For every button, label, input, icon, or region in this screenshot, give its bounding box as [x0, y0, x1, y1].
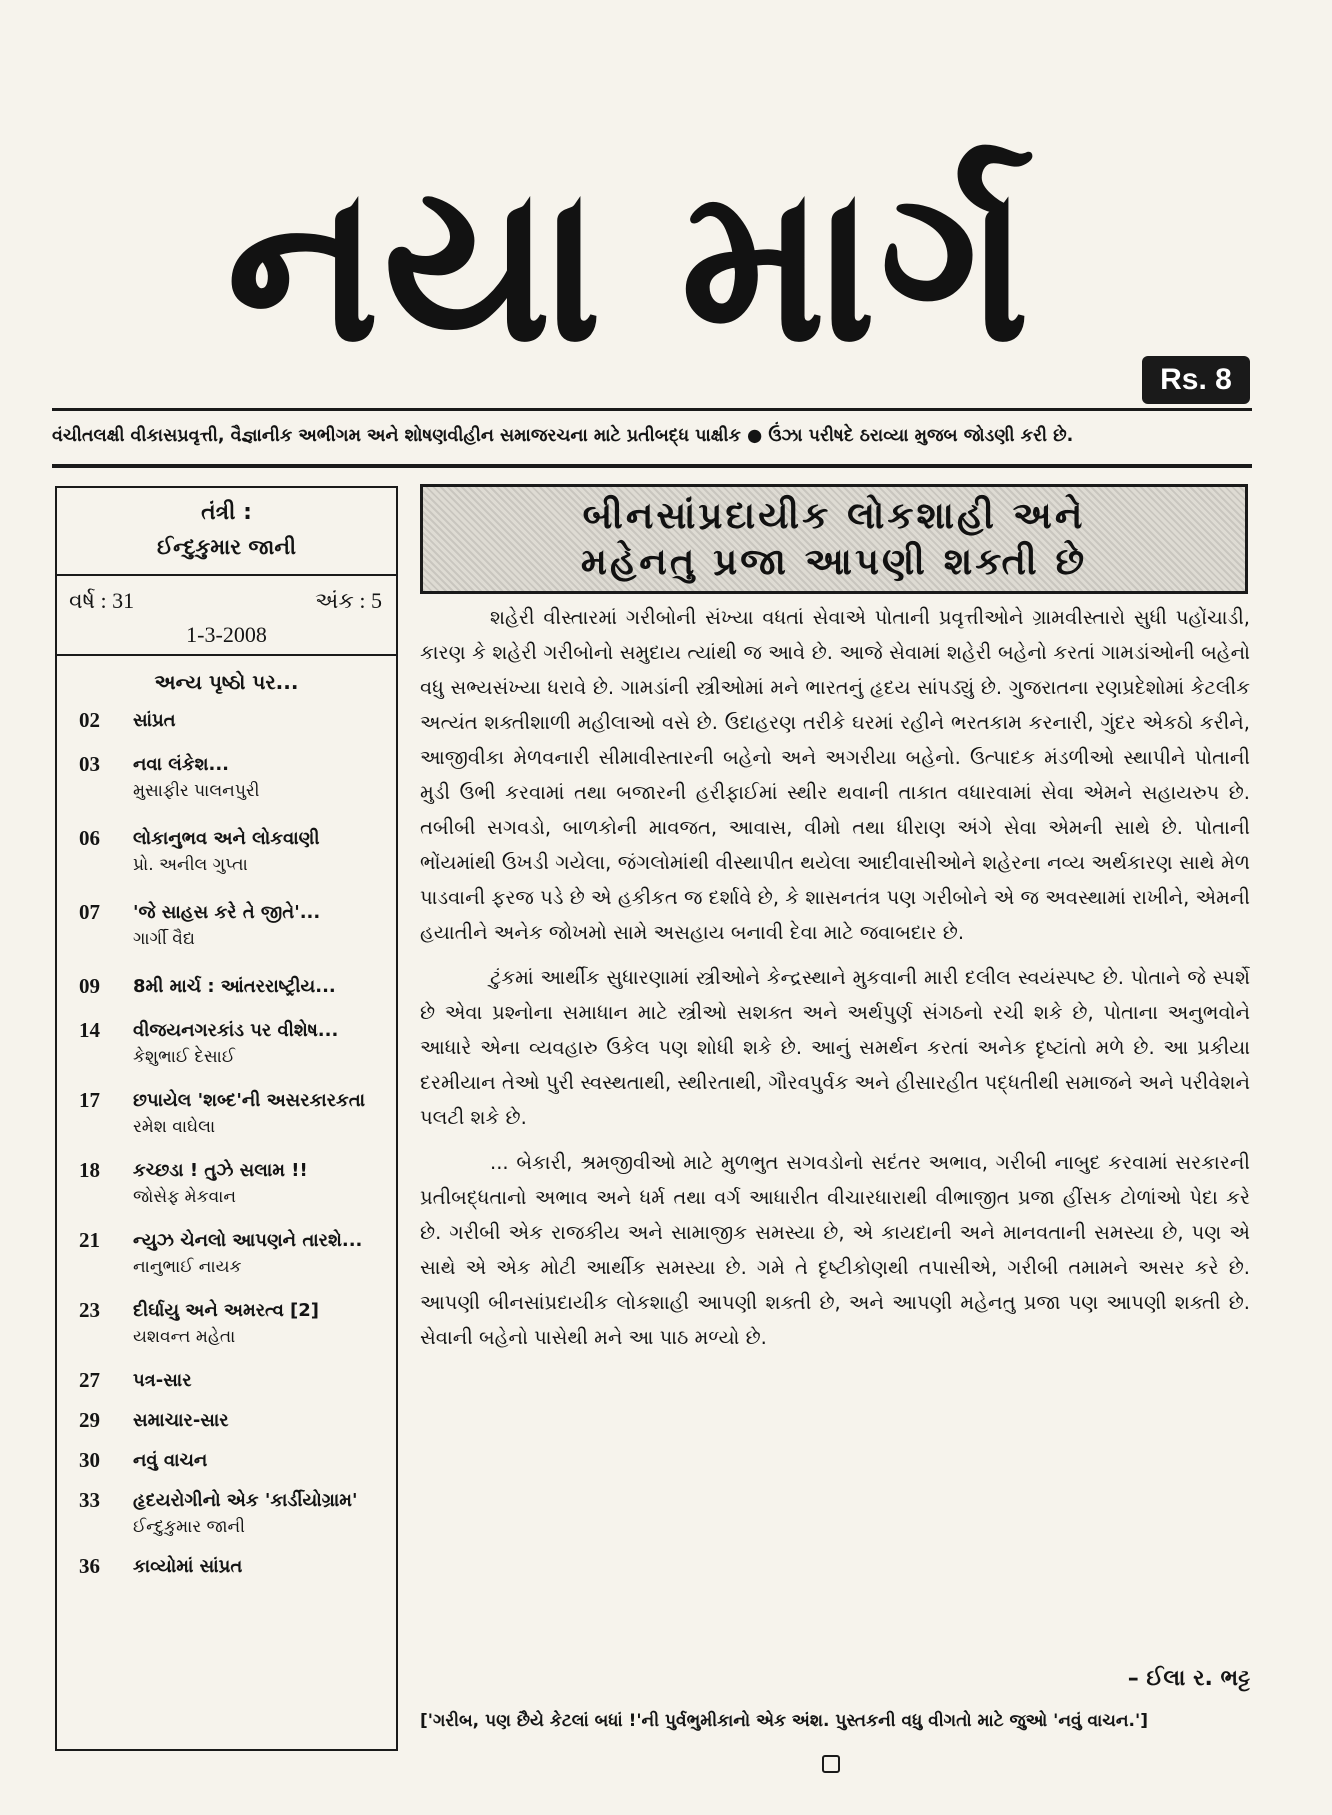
toc-item — [79, 1448, 396, 1474]
toc-item-title: વીજયનગરકાંડ પર વીશેષ... — [133, 1020, 339, 1041]
toc-item-author: કેશુભાઈ દેસાઈ — [133, 1047, 235, 1067]
toc-item-title: છપાયેલ 'શબ્દ'ની અસરકારકતા — [133, 1090, 366, 1111]
toc-item-title: કચ્છડા ! તુઝે સલામ !! — [133, 1160, 308, 1181]
toc-item-author: ગાર્ગી વૈદ્ય — [133, 929, 195, 949]
toc-item-title: સાંપ્રત — [133, 710, 176, 731]
article-paragraph: ... બેકારી, શ્રમજીવીઓ માટે મુળભુત સગવડોનો સદંતર અભાવ, ગરીબી નાબુદ કરવામાં સરકારની પ્રતીબદ્ધતાનો અભાવ અને ધર્મ તથા વર્ગ આધારીત વીચારધારાથી વીભાજીત પ્રજા હીંસક ટોળાંઓ પેદા કરે છે. ગરીબી એક રાજકીય અને સામાજીક સમસ્યા છે, એ કાયદાની અને માનવતાની સમસ્યા છે, પણ એ સાથે એ એક મોટી આર્થીક સમસ્યા છે. ગમે તે દૃષ્ટીકોણથી તપાસીએ, ગરીબી તમામને અસર કરે છે. આપણી બીનસાંપ્રદાયીક લોકશાહી આપણી શક્તી છે, અને આપણી મહેનતુ પ્રજા પણ આપણી શક્તી છે. સેવાની બહેનો પાસેથી મને આ પાઠ મળ્યો છે. — [420, 1151, 1250, 1349]
toc-item — [79, 752, 396, 804]
toc-item-title: દીર્ઘાયુ અને અમરત્વ [2] — [133, 1300, 320, 1321]
toc-page-number: 23 — [79, 1298, 100, 1322]
end-square-icon — [822, 1755, 840, 1773]
toc-item — [79, 708, 396, 734]
issue-number: અંક : 5 — [315, 588, 382, 613]
toc-page-number: 02 — [79, 708, 100, 732]
toc-item-title: નવા લંકેશ... — [133, 754, 230, 775]
toc-page-number: 33 — [79, 1488, 100, 1512]
toc-item-title: 'જે સાહસ કરે તે જીતે'... — [133, 902, 321, 923]
toc-item — [79, 1554, 396, 1580]
author-signature: – ઈલા ર. ભટ્ટ — [1127, 1666, 1250, 1691]
toc-page-number: 06 — [79, 826, 100, 850]
toc-page-number: 09 — [79, 974, 100, 998]
toc-item — [79, 1158, 396, 1210]
headline-box — [420, 484, 1248, 594]
toc-page-number: 27 — [79, 1368, 100, 1392]
toc-item — [79, 1488, 396, 1540]
masthead-title: નયા માર્ગ — [226, 139, 1034, 390]
toc-page-number: 18 — [79, 1158, 100, 1182]
issue-year: વર્ષ : 31 — [69, 588, 135, 613]
top-rule — [52, 408, 1252, 411]
toc-heading: અન્ય પૃષ્ઠો પર... — [154, 670, 299, 694]
toc-item-author: યશવન્ત મહેતા — [133, 1327, 236, 1347]
toc-item — [79, 1298, 396, 1350]
tagline: વંચીતલક્ષી વીકાસપ્રવૃત્તી, વૈજ્ઞાનીક અભીગમ અને શોષણવીહીન સમાજરચના માટે પ્રતીબદ્ધ પાક્ષીક ● ઉંઝા પરીષદે ઠરાવ્યા મુજબ જોડણી કરી છે. — [52, 426, 1074, 446]
toc-item-title: ન્યુઝ ચેનલો આપણને તારશે... — [133, 1230, 363, 1251]
article-paragraph: શહેરી વીસ્તારમાં ગરીબોની સંખ્યા વધતાં સેવાએ પોતાની પ્રવૃત્તીઓને ગ્રામવીસ્તારો સુધી પહોંચાડી, કારણ કે શહેરી ગરીબોનો સમુદાય ત્યાંથી જ આવે છે. આજે સેવામાં શહેરી બહેનો કરતાં ગામડાંઓની બહેનો વધુ સભ્યસંખ્યા ધરાવે છે. ગામડાંની સ્ત્રીઓમાં મને ભારતનું હૃદય સાંપડ્યું છે. ગુજરાતના રણપ્રદેશોમાં કેટલીક અત્યંત શક્તીશાળી મહીલાઓ વસે છે. ઉદાહરણ તરીકે ઘરમાં રહીને ભરતકામ કરનારી, ગુંદર એકઠો કરીને, આજીવીકા મેળવનારી સીમાવીસ્તારની બહેનો અને અગરીયા બહેનો. ઉત્પાદક મંડળીઓ સ્થાપીને પોતાની મુડી ઉભી કરવામાં તથા બજારની હરીફાઈમાં સ્થીર થવાની તાકાત વધારવામાં સેવા એમને સહાયરુપ છે. તબીબી સગવડો, બાળકોની માવજત, આવાસ, વીમો તથા ધીરાણ અંગે સેવા એમની સાથે છે. પોતાની ભોંયમાંથી ઉખડી ગયેલા, જંગલોમાંથી વીસ્થાપીત થયેલા આદીવાસીઓને શહેરના નવ્ય અર્થકારણ સાથે મેળ પાડવાની ફરજ પડે છે એ હકીકત જ દર્શાવે છે, કે શાસનતંત્ર પણ ગરીબોને એ જ અવસ્થામાં રાખીને, એમની હયાતીને અનેક જોખમો સામે અસહાય બનાવી દેવા માટે જવાબદાર છે. — [420, 606, 1250, 944]
toc-item-author: પ્રો. અનીલ ગુપ્તા — [133, 855, 248, 875]
masthead-rule — [52, 464, 1252, 468]
toc-page-number: 17 — [79, 1088, 100, 1112]
editor-name: ઈન્દુકુમાર જાની — [156, 535, 297, 559]
toc-item-title: લોકાનુભવ અને લોકવાણી — [133, 828, 320, 849]
issue-info — [57, 576, 396, 656]
toc-page-number: 07 — [79, 900, 100, 924]
source-note: ['ગરીબ, પણ છૈયે કેટલાં બધાં !'ની પુર્વભુમીકાનો એક અંશ. પુસ્તકની વધુ વીગતો માટે જુઓ 'નવું વાચન.'] — [420, 1711, 1148, 1731]
toc-item — [79, 826, 396, 878]
toc-item — [79, 900, 396, 952]
toc-item-title: નવું વાચન — [133, 1450, 208, 1471]
toc-item-author: ઈન્દુકુમાર જાની — [133, 1517, 246, 1537]
toc-item-title: સમાચાર-સાર — [133, 1410, 229, 1431]
toc-item-title: હૃદયરોગીનો એક 'કાર્ડીયોગ્રામ' — [133, 1490, 358, 1511]
editor-title: તંત્રી : — [201, 500, 252, 525]
toc-item — [79, 1368, 396, 1394]
toc-item-author: નાનુભાઈ નાયક — [133, 1257, 242, 1277]
toc-page-number: 30 — [79, 1448, 100, 1472]
toc-item-title: પત્ર-સાર — [133, 1370, 192, 1391]
toc-item-title: કાવ્યોમાં સાંપ્રત — [133, 1556, 243, 1577]
article-body — [420, 600, 1250, 1365]
issue-date: 1-3-2008 — [186, 622, 267, 647]
toc-list — [57, 708, 396, 1580]
toc-page-number: 36 — [79, 1554, 100, 1578]
contents-sidebar — [55, 486, 398, 1751]
toc-item — [79, 1408, 396, 1434]
editor-block — [57, 488, 396, 576]
toc-item-author: મુસાફીર પાલનપુરી — [133, 781, 260, 801]
article-paragraph: ટુંકમાં આર્થીક સુધારણામાં સ્ત્રીઓને કેન્દ્રસ્થાને મુકવાની મારી દલીલ સ્વયંસ્પષ્ટ છે. પોતાને જે સ્પર્શે છે એવા પ્રશ્નોના સમાધાન માટે સ્ત્રીઓ સશક્ત અને અર્થપુર્ણ સંગઠનો રચી શકે છે, પોતાના અનુભવોને આધારે એના વ્યવહારુ ઉકેલ પણ શોધી શકે છે. આનું સમર્થન કરતાં અનેક દૃષ્ટાંતો મળે છે. આ પ્રકીયા દરમીયાન તેઓ પુરી સ્વસ્થતાથી, સ્થીરતાથી, ગૌરવપુર્વક અને હીસારહીત પદ્ધતીથી સમાજને અને પરીવેશને પલટી શકે છે. — [420, 966, 1250, 1129]
price-badge: Rs. 8 — [1142, 356, 1250, 404]
toc-page-number: 29 — [79, 1408, 100, 1432]
toc-item — [79, 974, 396, 1000]
toc-item-author: રમેશ વાઘેલા — [133, 1117, 216, 1137]
toc-page-number: 21 — [79, 1228, 100, 1252]
toc-item — [79, 1088, 396, 1140]
toc-item-title: 8મી માર્ચ : આંતરરાષ્ટ્રીય... — [133, 976, 336, 997]
toc-item-author: જોસેફ મેકવાન — [133, 1187, 237, 1207]
toc-page-number: 14 — [79, 1018, 100, 1042]
toc-item — [79, 1228, 396, 1280]
headline-line-2: મહેનતુ પ્રજા આપણી શક્તી છે — [580, 540, 1088, 583]
headline-line-1: બીનસાંપ્રદાયીક લોકશાહી અને — [582, 494, 1086, 537]
toc-item — [79, 1018, 396, 1070]
toc-page-number: 03 — [79, 752, 100, 776]
